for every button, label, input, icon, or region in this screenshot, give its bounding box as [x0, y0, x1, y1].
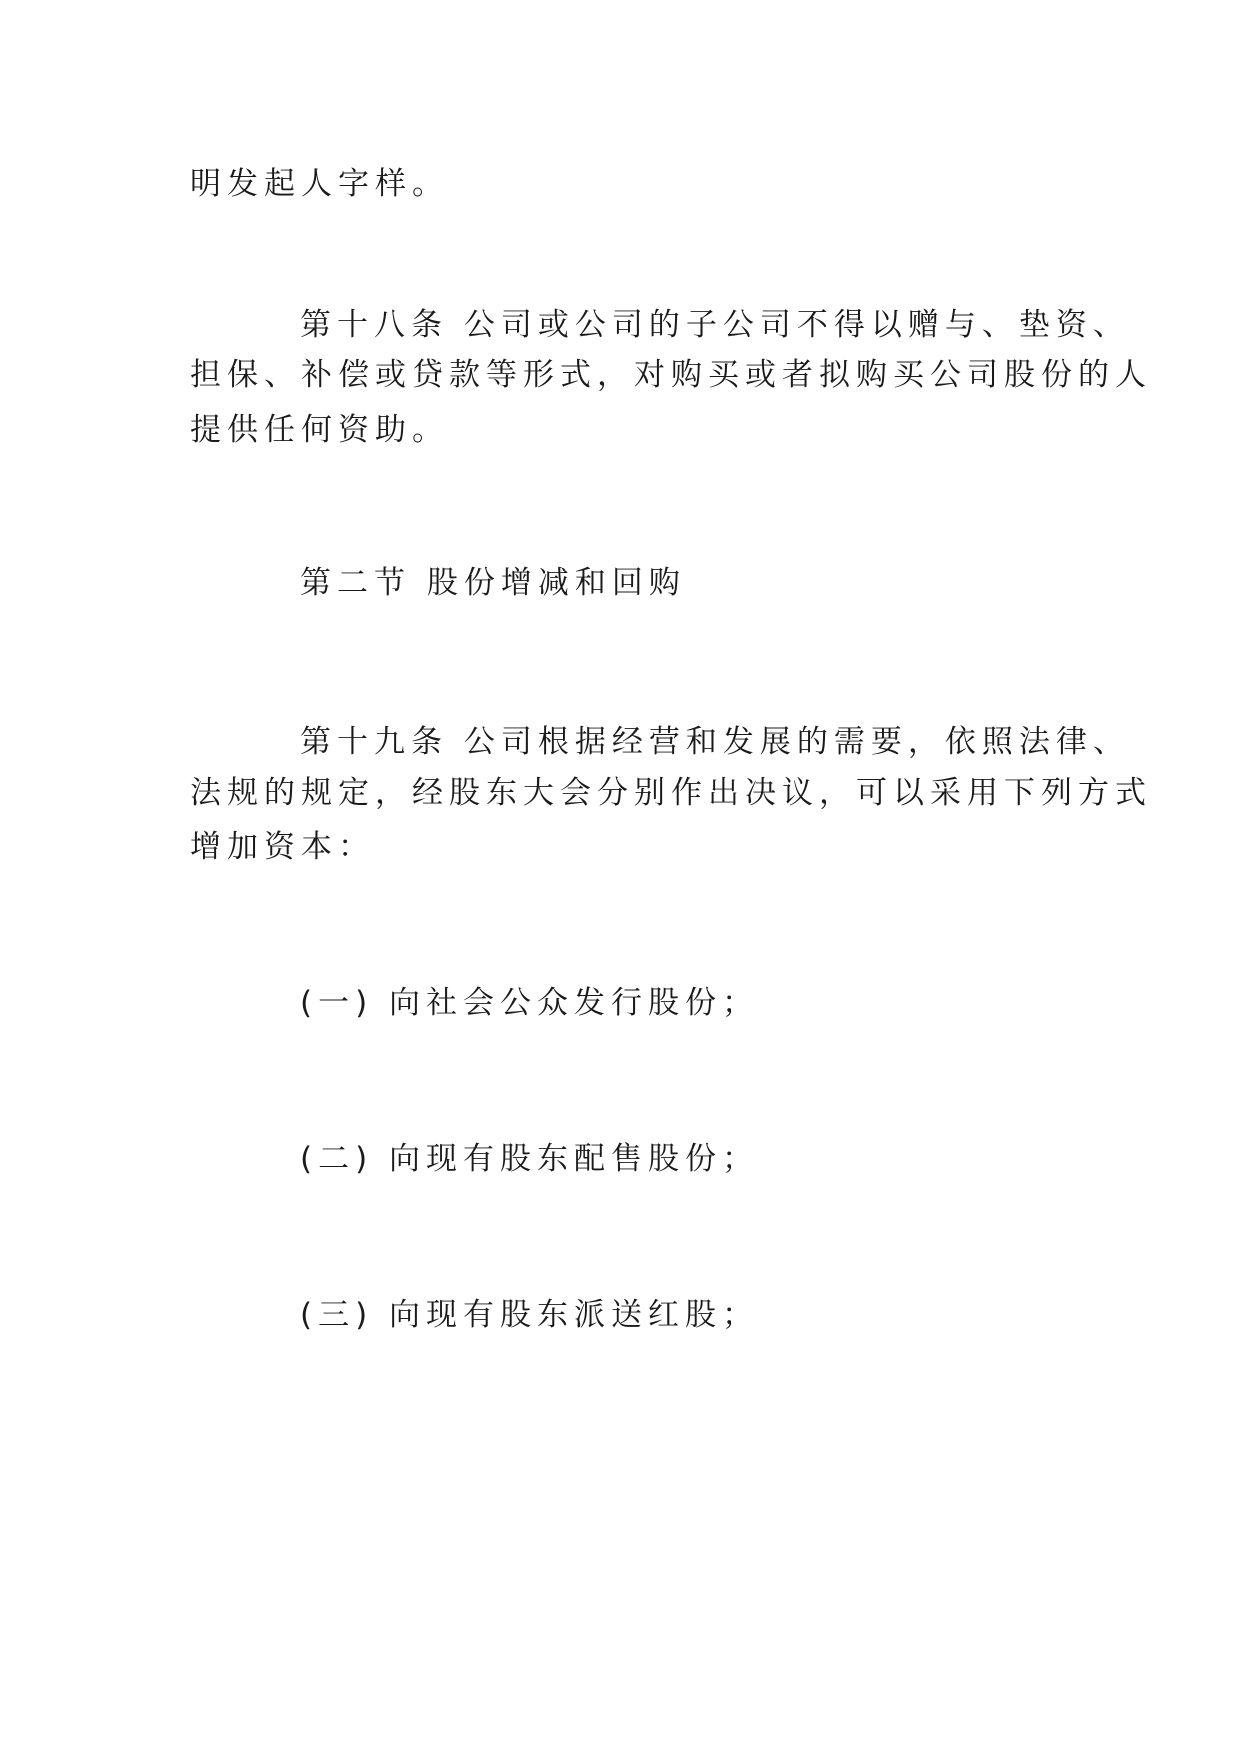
text-line: 法规的规定，经股东大会分别作出决议，可以采用下列方式	[190, 775, 1152, 811]
list-item: (三) 向现有股东派送红股；	[300, 1297, 760, 1333]
section-heading: 第二节 股份增减和回购	[300, 565, 686, 601]
text-line: 明发起人字样。	[190, 166, 449, 202]
text-line: 增加资本：	[190, 829, 375, 865]
article-19-heading-line: 第十九条 公司根据经营和发展的需要，依照法律、	[300, 724, 1130, 760]
list-item: (一) 向社会公众发行股份；	[300, 985, 760, 1021]
article-18-heading-line: 第十八条 公司或公司的子公司不得以赠与、垫资、	[300, 307, 1130, 343]
text-line: 担保、补偿或贷款等形式，对购买或者拟购买公司股份的人	[190, 357, 1152, 393]
list-item: (二) 向现有股东配售股份；	[300, 1141, 760, 1177]
text-line: 提供任何资助。	[190, 412, 449, 448]
